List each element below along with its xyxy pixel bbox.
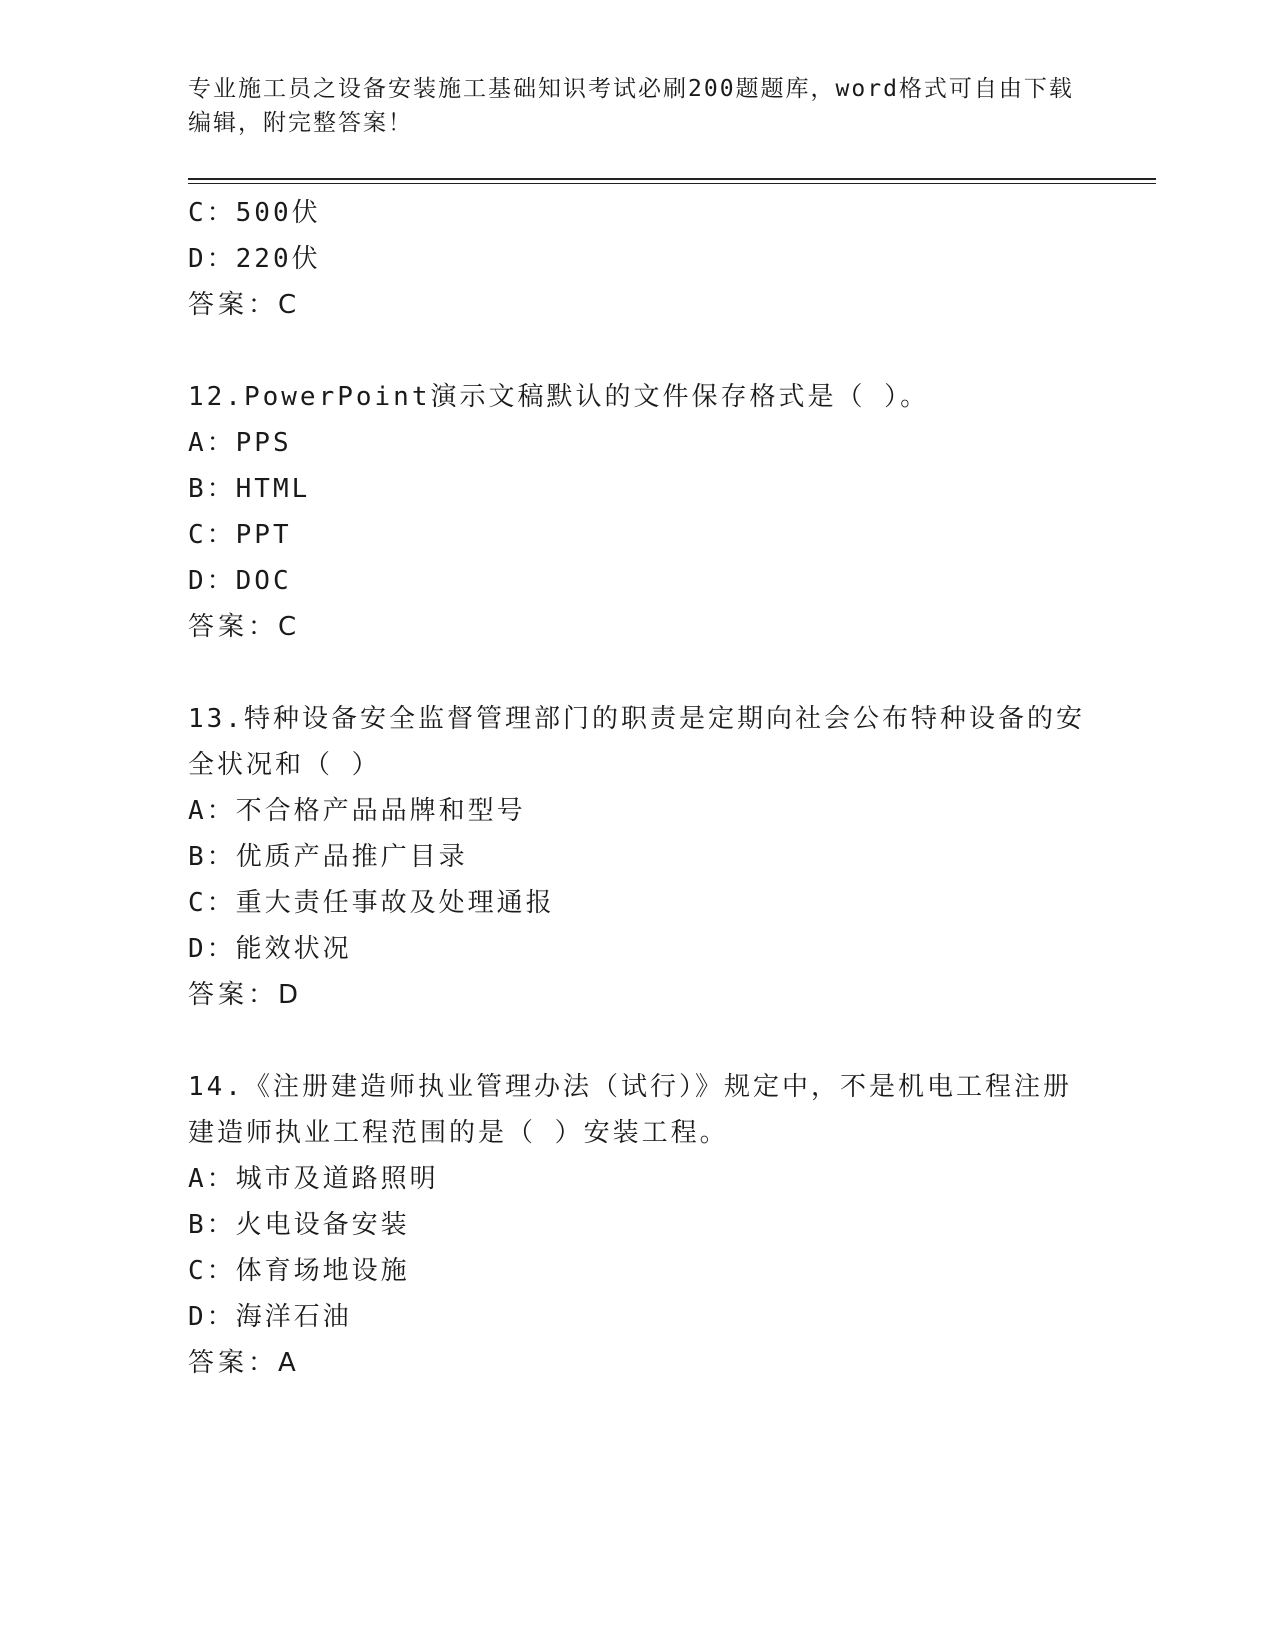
- answer: 答案：A: [188, 1348, 300, 1378]
- document-header: [188, 72, 1088, 140]
- option-a: A：PPS: [188, 428, 292, 458]
- option-c: C：PPT: [188, 520, 292, 550]
- header-divider: [188, 178, 1156, 180]
- header-divider-thin: [188, 183, 1156, 184]
- question-text: 12.PowerPoint演示文稿默认的文件保存格式是（ ）。: [188, 382, 930, 412]
- question-12: [188, 374, 1088, 650]
- option-c: C：体育场地设施: [188, 1256, 410, 1286]
- option-a: A：不合格产品品牌和型号: [188, 796, 526, 826]
- option-d: D：海洋石油: [188, 1302, 352, 1332]
- option-b: B：HTML: [188, 474, 311, 504]
- question-14: [188, 1064, 1088, 1386]
- question-text-line-2: 全状况和（ ）: [188, 750, 381, 780]
- carryover-question: [188, 190, 1088, 328]
- option-d: D：220伏: [188, 244, 321, 274]
- answer: 答案：C: [188, 612, 301, 642]
- header-title: 专业施工员之设备安装施工基础知识考试必刷200题题库，word格式可自由下载编辑，附完整答案！: [188, 76, 1074, 136]
- option-a: A：城市及道路照明: [188, 1164, 439, 1194]
- option-c: C：重大责任事故及处理通报: [188, 888, 555, 918]
- option-b: B：优质产品推广目录: [188, 842, 468, 872]
- option-d: D：DOC: [188, 566, 292, 596]
- question-text-line-1: 14.《注册建造师执业管理办法（试行）》规定中，不是机电工程注册: [188, 1072, 1072, 1102]
- question-13: [188, 696, 1088, 1018]
- answer: 答案：C: [188, 290, 301, 320]
- document-body: [188, 190, 1088, 1386]
- option-b: B：火电设备安装: [188, 1210, 410, 1240]
- option-c: C：500伏: [188, 198, 321, 228]
- question-text-line-1: 13.特种设备安全监督管理部门的职责是定期向社会公布特种设备的安: [188, 704, 1085, 734]
- question-text-line-2: 建造师执业工程范围的是（ ）安装工程。: [188, 1118, 729, 1148]
- option-d: D：能效状况: [188, 934, 352, 964]
- answer: 答案：D: [188, 980, 303, 1010]
